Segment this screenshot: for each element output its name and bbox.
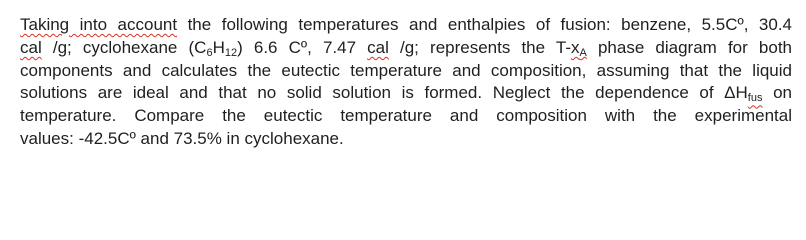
subscript: A <box>579 46 587 59</box>
subscript: 12 <box>224 46 238 59</box>
text-line-2 <box>20 37 792 60</box>
text-segment: solutions are ideal and that no solid solution is formed. Neglect the dependence of ΔH <box>20 83 748 103</box>
text-segment: phase diagram for both <box>586 37 792 57</box>
text-segment: /g; cyclohexane (C <box>41 37 207 57</box>
text-segment: on <box>762 83 792 103</box>
text-line-4 <box>20 82 792 105</box>
text-line-6: values: -42.5Cº and 73.5% in cyclohexane. <box>20 128 344 148</box>
spellcheck-variable <box>571 38 587 57</box>
text-segment: /g; represents the T- <box>388 37 572 57</box>
text-segment: H <box>212 37 225 57</box>
text-line-3: components and calculates the eutectic temperature and composition, assuming that the liquid <box>20 60 792 80</box>
spellcheck-word-cal: cal <box>367 37 389 57</box>
spellcheck-phrase: Taking into account <box>20 15 178 34</box>
problem-text <box>20 14 792 151</box>
text-line-1 <box>20 14 792 37</box>
text-segment: ) 6.6 Cº, 7.47 <box>237 37 368 57</box>
variable-x: x <box>571 37 580 57</box>
subscript: 6 <box>206 46 213 59</box>
text-line-5: temperature. Compare the eutectic temperature and composition with the experimental <box>20 106 792 126</box>
spellcheck-word-cal: cal <box>20 37 42 57</box>
subscript-fus: fus <box>747 92 763 105</box>
text-segment: the following temperatures and enthalpies of fusion: benzene, 5.5Cº, 30.4 <box>177 15 792 34</box>
